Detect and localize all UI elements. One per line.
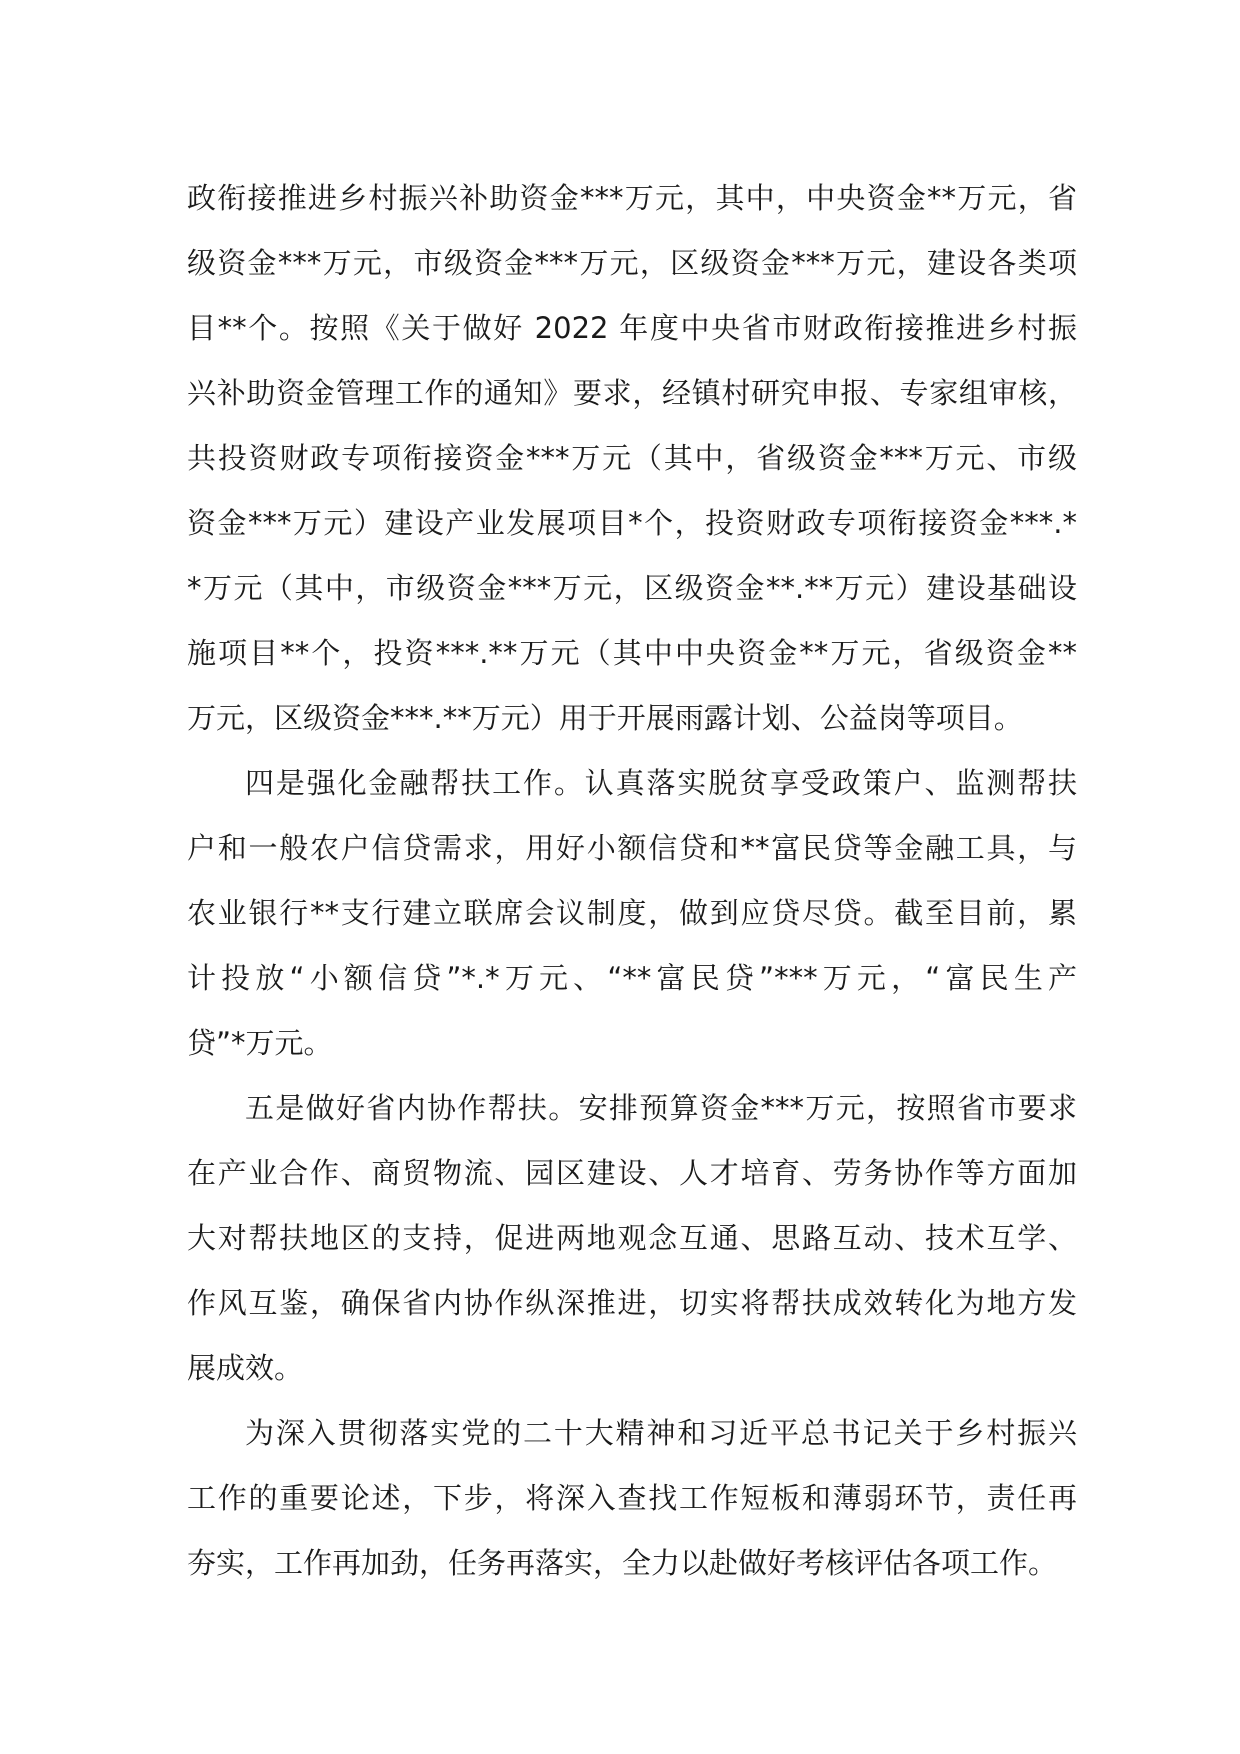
text-line: 为深入贯彻落实党的二十大精神和习近平总书记关于乡村振兴	[245, 1416, 1077, 1450]
text-line: 目**个。按照《关于做好 2022 年度中央省市财政衔接推进乡村振	[187, 311, 1077, 345]
text-line: 万元，区级资金***.**万元）用于开展雨露计划、公益岗等项目。	[187, 701, 1023, 735]
paragraph-4	[187, 1401, 1077, 1596]
paragraph-2	[187, 751, 1077, 1076]
text-line: 作风互鉴，确保省内协作纵深推进，切实将帮扶成效转化为地方发	[187, 1286, 1077, 1320]
paragraph-3	[187, 1076, 1077, 1401]
text-line: 工作的重要论述，下步，将深入查找工作短板和薄弱环节，责任再	[187, 1481, 1077, 1515]
text-line: 农业银行**支行建立联席会议制度，做到应贷尽贷。截至目前，累	[187, 896, 1077, 930]
text-line: 计投放“小额信贷”*.*万元、“**富民贷”***万元，“富民生产	[187, 961, 1077, 995]
text-line: 政衔接推进乡村振兴补助资金***万元，其中，中央资金**万元，省	[187, 181, 1077, 215]
text-line: 展成效。	[187, 1351, 304, 1385]
text-line: 级资金***万元，市级资金***万元，区级资金***万元，建设各类项	[187, 246, 1077, 280]
document-body	[187, 166, 1077, 1596]
text-line: *万元（其中，市级资金***万元，区级资金**.**万元）建设基础设	[187, 571, 1077, 605]
text-line: 户和一般农户信贷需求，用好小额信贷和**富民贷等金融工具，与	[187, 831, 1077, 865]
text-line: 兴补助资金管理工作的通知》要求，经镇村研究申报、专家组审核，	[187, 376, 1077, 410]
text-line: 夯实，工作再加劲，任务再落实，全力以赴做好考核评估各项工作。	[187, 1546, 1058, 1580]
text-line: 五是做好省内协作帮扶。安排预算资金***万元，按照省市要求	[245, 1091, 1077, 1125]
text-line: 在产业合作、商贸物流、园区建设、人才培育、劳务协作等方面加	[187, 1156, 1077, 1190]
text-line: 四是强化金融帮扶工作。认真落实脱贫享受政策户、监测帮扶	[245, 766, 1077, 800]
text-line: 贷”*万元。	[187, 1026, 333, 1060]
text-line: 大对帮扶地区的支持，促进两地观念互通、思路互动、技术互学、	[187, 1221, 1077, 1255]
text-line: 资金***万元）建设产业发展项目*个，投资财政专项衔接资金***.*	[187, 506, 1077, 540]
paragraph-1	[187, 166, 1077, 751]
text-line: 共投资财政专项衔接资金***万元（其中，省级资金***万元、市级	[187, 441, 1077, 475]
text-line: 施项目**个，投资***.**万元（其中中央资金**万元，省级资金**	[187, 636, 1077, 670]
